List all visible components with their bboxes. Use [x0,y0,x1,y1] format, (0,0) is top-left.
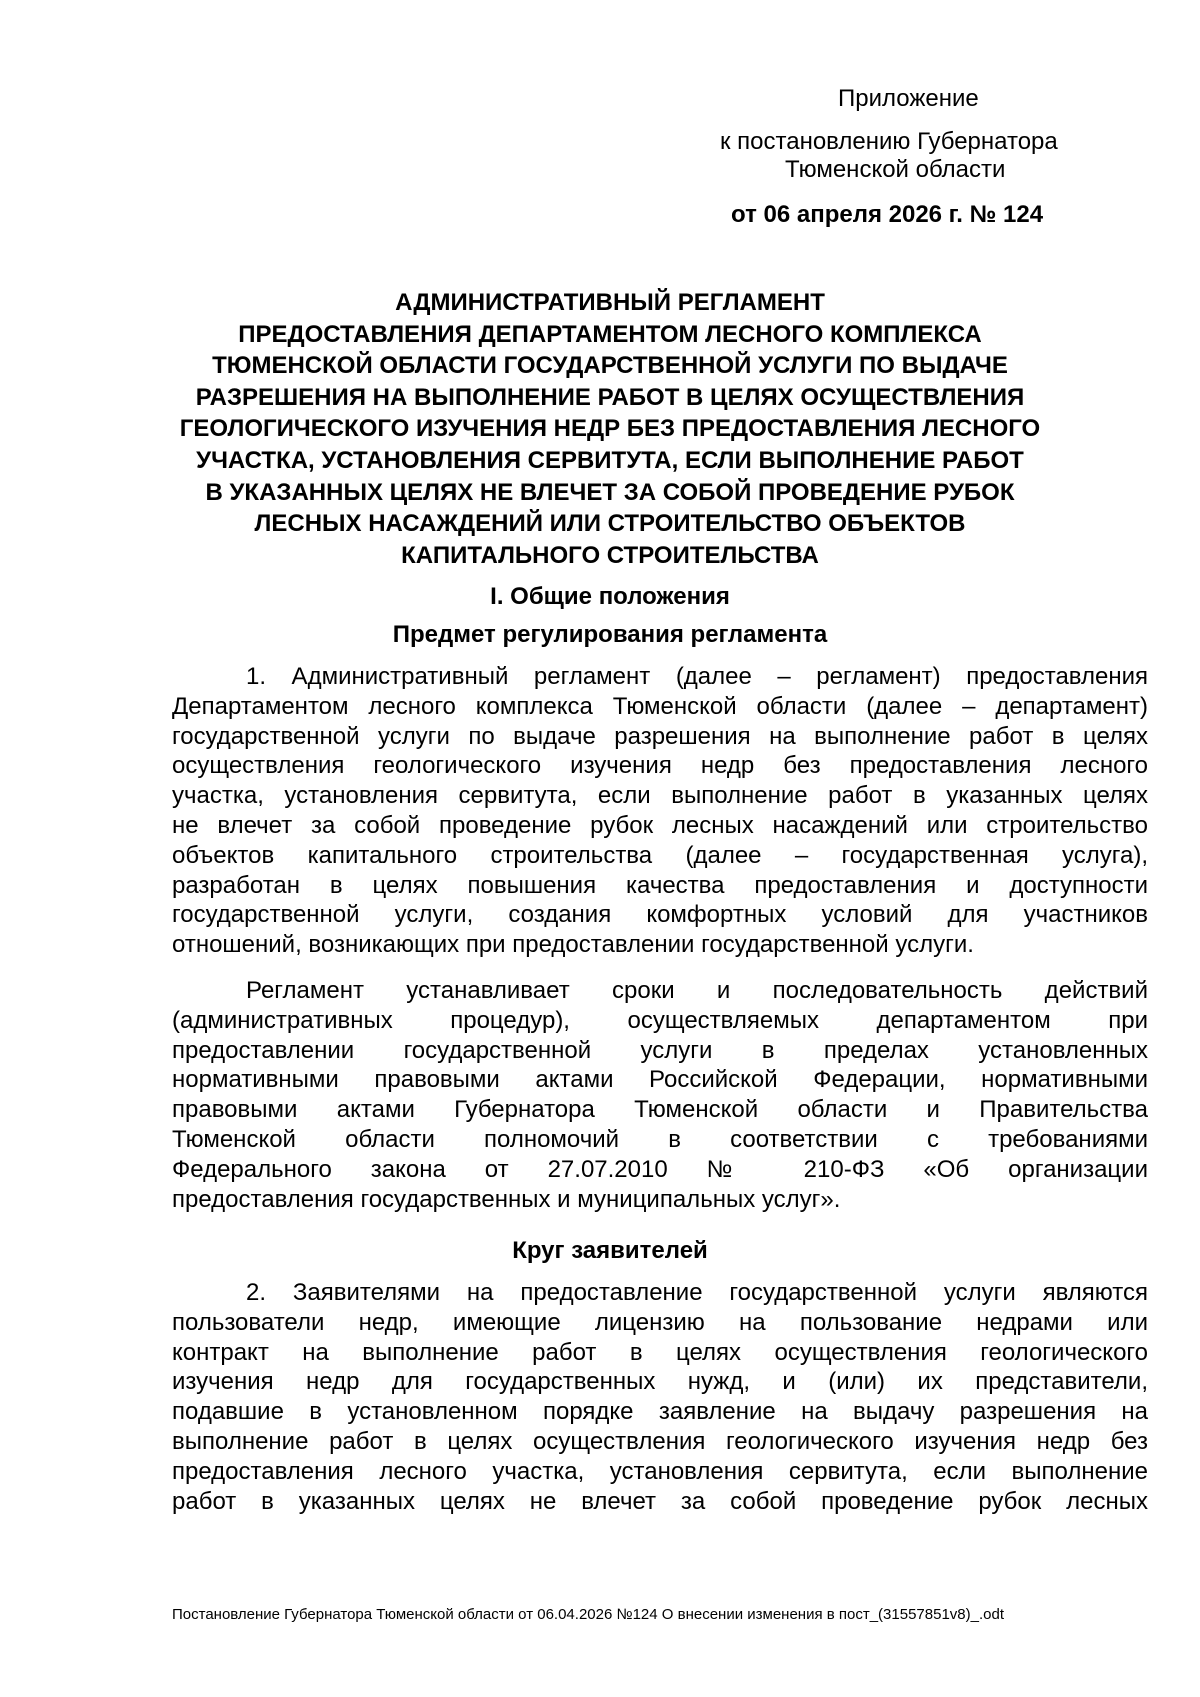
paragraph-line: предоставления лесного участка, установления сервитута, если выполнение [172,1457,1148,1485]
paragraph-line: выполнение работ в целях осуществления геологического изучения недр без [172,1427,1148,1455]
paragraph-line: предоставлении государственной услуги в пределах установленных [172,1036,1148,1064]
section-heading-general: I. Общие положения [490,583,730,610]
paragraph-line: пользователи недр, имеющие лицензию на пользование недрами или [172,1308,1148,1336]
title-line: ТЮМЕНСКОЙ ОБЛАСТИ ГОСУДАРСТВЕННОЙ УСЛУГИ ПО ВЫДАЧЕ [212,352,1008,380]
paragraph-line: подавшие в установленном порядке заявление на выдачу разрешения на [172,1398,1148,1426]
title-line: ГЕОЛОГИЧЕСКОГО ИЗУЧЕНИЯ НЕДР БЕЗ ПРЕДОСТАВЛЕНИЯ ЛЕСНОГО [179,415,1041,443]
paragraph-line: 2. Заявителями на предоставление государственной услуги являются [246,1279,1148,1306]
paragraph-1 [172,662,1148,960]
paragraph-line: участка, установления сервитута, если выполнение работ в указанных целях [172,782,1148,810]
paragraph-line: изучения недр для государственных нужд, и (или) их представители, [172,1368,1148,1396]
title-line: ЛЕСНЫХ НАСАЖДЕНИЙ ИЛИ СТРОИТЕЛЬСТВО ОБЪЕКТОВ [254,510,966,538]
title-line: РАЗРЕШЕНИЯ НА ВЫПОЛНЕНИЕ РАБОТ В ЦЕЛЯХ ОСУЩЕСТВЛЕНИЯ [195,383,1025,411]
paragraph-line: не влечет за собой проведение рубок лесных насаждений или строительство [172,811,1148,839]
page-footer: Постановление Губернатора Тюменской области от 06.04.2026 №124 О внесении изменения в пост_(31557851v8)_.odt [172,1606,1004,1623]
paragraph-line: (административных процедур), осуществляемых департаментом при [172,1006,1148,1034]
paragraph-line: нормативными правовыми актами Российской Федерации, нормативными [172,1066,1148,1094]
paragraph-line: Департаментом лесного комплекса Тюменской области (далее – департамент) [172,692,1148,720]
paragraph-line: правовыми актами Губернатора Тюменской области и Правительства [172,1096,1148,1124]
paragraph-3 [172,1278,1148,1516]
paragraph-2 [172,976,1148,1214]
appendix-label: Приложение [838,85,979,112]
paragraph-line: Тюменской области полномочий в соответствии с требованиями [172,1125,1148,1153]
title-line: ПРЕДОСТАВЛЕНИЯ ДЕПАРТАМЕНТОМ ЛЕСНОГО КОМПЛЕКСА [238,320,982,348]
paragraph-line: контракт на выполнение работ в целях осуществления геологического [172,1338,1148,1366]
paragraph-line: разработан в целях повышения качества предоставления и доступности [172,871,1148,899]
paragraph-line: объектов капитального строительства (далее – государственная услуга), [172,841,1148,869]
paragraph-line: отношений, возникающих при предоставлении государственной услуги. [172,931,974,959]
paragraph-line: предоставления государственных и муниципальных услуг». [172,1185,841,1213]
paragraph-line: осуществления геологического изучения недр без предоставления лесного [172,752,1148,780]
title-line: КАПИТАЛЬНОГО СТРОИТЕЛЬСТВА [401,541,819,569]
document-title [160,287,1060,571]
paragraph-line: государственной услуги по выдаче разрешения на выполнение работ в целях [172,722,1148,750]
appendix-region: Тюменской области [785,156,1006,183]
appendix-resolution: к постановлению Губернатора [720,128,1058,155]
paragraph-line: государственной услуги, создания комфортных условий для участников [172,901,1148,929]
subsection-heading-applicants: Круг заявителей [512,1237,708,1264]
paragraph-line: Федерального закона от 27.07.2010 № 210-ФЗ «Об организации [172,1155,1148,1183]
paragraph-line: работ в указанных целях не влечет за собой проведение рубок лесных [172,1487,1148,1515]
paragraph-line: 1. Административный регламент (далее – регламент) предоставления [246,663,1148,690]
title-line: УЧАСТКА, УСТАНОВЛЕНИЯ СЕРВИТУТА, ЕСЛИ ВЫПОЛНЕНИЕ РАБОТ [196,446,1024,474]
title-line: В УКАЗАННЫХ ЦЕЛЯХ НЕ ВЛЕЧЕТ ЗА СОБОЙ ПРОВЕДЕНИЕ РУБОК [205,478,1015,506]
title-line: АДМИНИСТРАТИВНЫЙ РЕГЛАМЕНТ [395,289,825,316]
appendix-date-number: от 06 апреля 2026 г. № 124 [731,201,1044,228]
subsection-heading-subject: Предмет регулирования регламента [392,621,828,648]
paragraph-line: Регламент устанавливает сроки и последовательность действий [246,977,1148,1004]
